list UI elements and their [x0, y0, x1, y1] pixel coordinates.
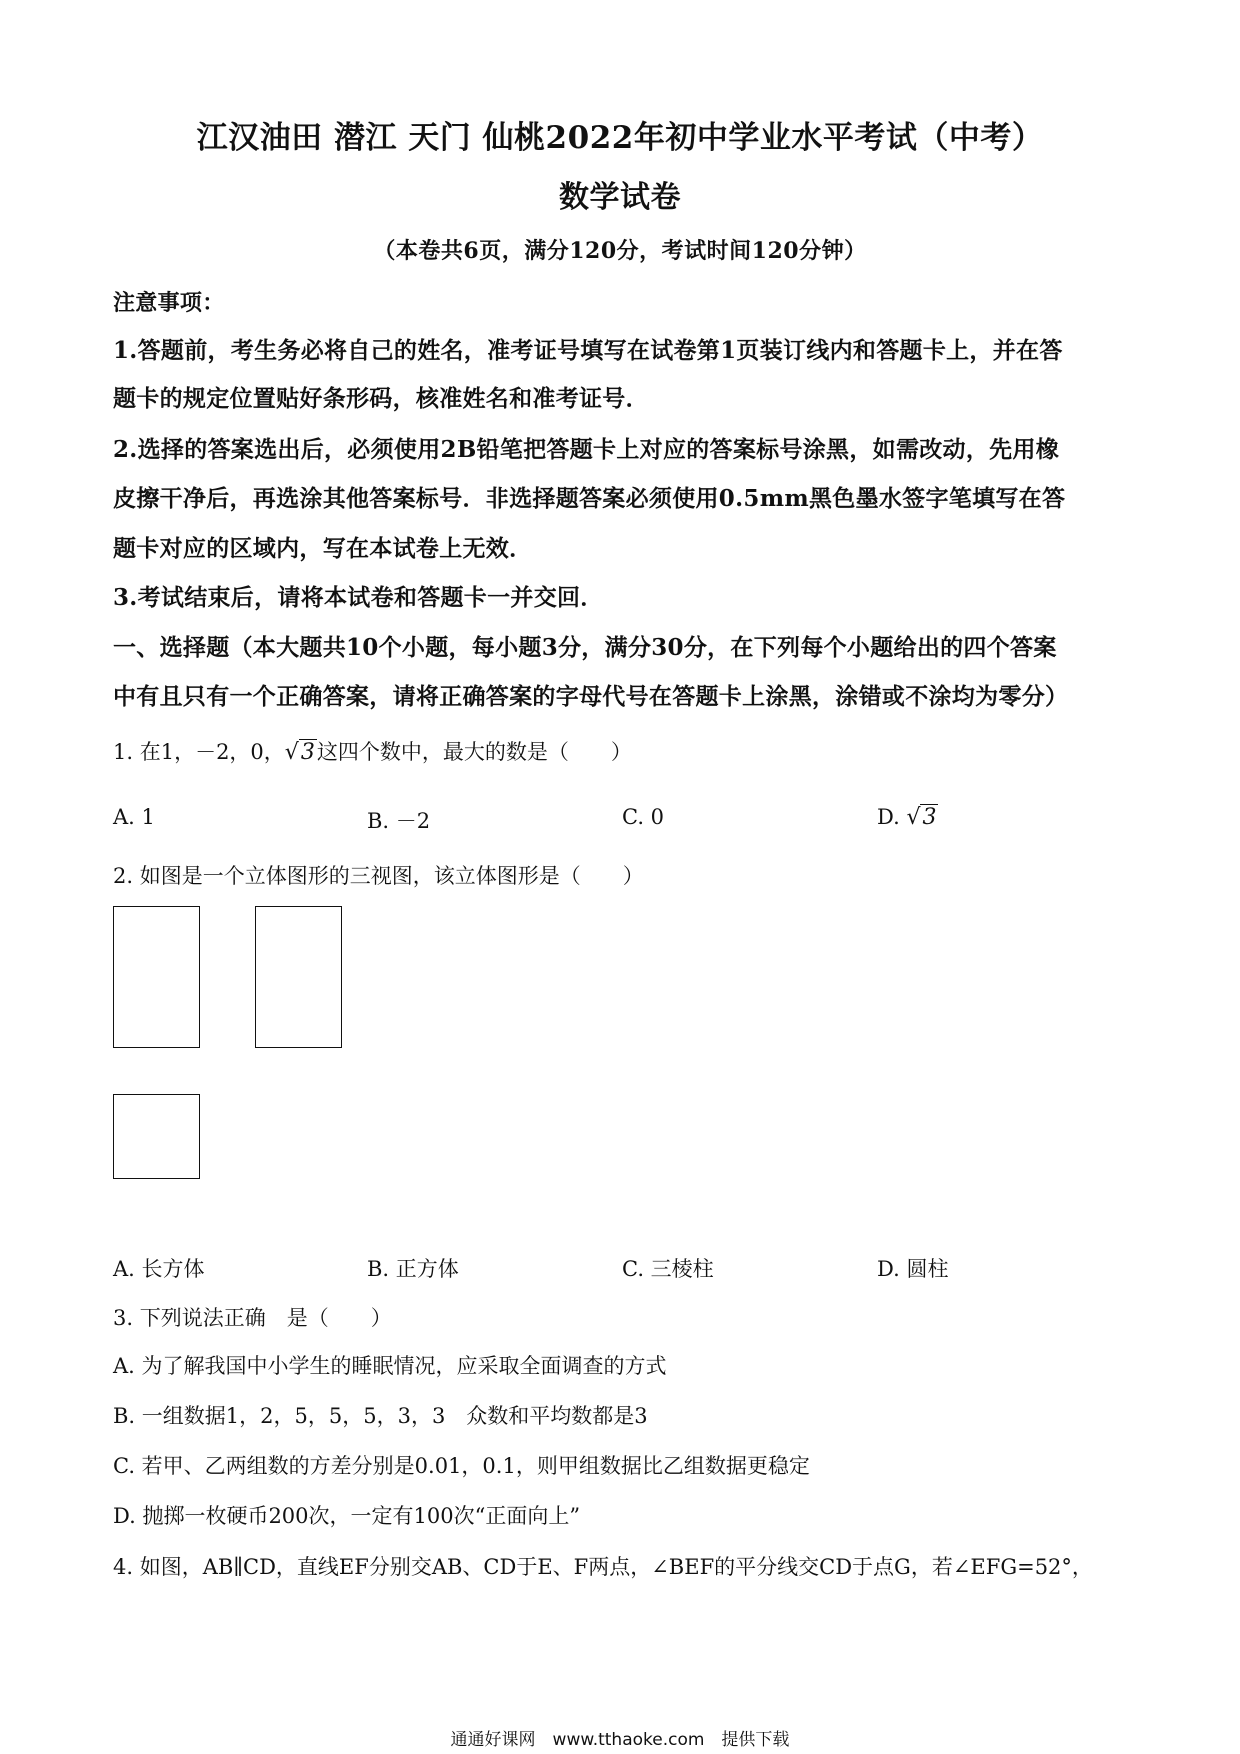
question-1-option-b: B. －2	[367, 809, 431, 833]
question-1-option-d	[877, 805, 938, 830]
exam-info: （本卷共6页，满分120分，考试时间120分钟）	[373, 238, 867, 264]
notice-item2-line1: 2.选择的答案选出后，必须使用2B铅笔把答题卡上对应的答案标号涂黑，如需改动，先用橡	[113, 436, 1060, 463]
front-view-rectangle	[113, 906, 200, 1048]
option-d-prefix: D.	[877, 805, 907, 829]
notice-item1-line2: 题卡的规定位置贴好条形码，核准姓名和准考证号．	[113, 385, 649, 412]
question-3-option-a: A. 为了解我国中小学生的睡眠情况，应采取全面调查的方式	[113, 1354, 667, 1378]
section1-heading-line1: 一、选择题（本大题共10个小题，每小题3分，满分30分，在下列每个小题给出的四个答案	[113, 634, 1057, 661]
question-4-stem: 4. 如图，AB∥CD，直线EF分别交AB、CD于E、F两点，∠BEF的平分线交CD于点G，若∠EFG=52°，	[113, 1555, 1093, 1579]
sqrt-symbol: √3	[284, 740, 315, 765]
question-2-stem: 2. 如图是一个立体图形的三视图，该立体图形是（ ）	[113, 864, 644, 888]
sqrt-radicand: 3	[300, 740, 315, 765]
question-3-option-b: B. 一组数据1，2，5，5，5，3，3 众数和平均数都是3	[113, 1404, 648, 1428]
notice-heading: 注意事项：	[113, 290, 225, 316]
question-3-option-c: C. 若甲、乙两组数的方差分别是0.01，0.1，则甲组数据比乙组数据更稳定	[113, 1454, 810, 1478]
question-3-option-d: D. 抛掷一枚硬币200次，一定有100次“正面向上”	[113, 1504, 581, 1528]
question-2-option-b: B. 正方体	[367, 1257, 459, 1281]
notice-item1-line1: 1.答题前，考生务必将自己的姓名，准考证号填写在试卷第1页装订线内和答题卡上，并在答	[113, 337, 1063, 364]
exam-subtitle: 数学试卷	[559, 180, 681, 215]
sqrt-symbol: √3	[906, 805, 937, 830]
question-1-prefix: 1. 在1，－2，0，	[113, 740, 285, 764]
section1-heading-line2: 中有且只有一个正确答案，请将正确答案的字母代号在答题卡上涂黑，涂错或不涂均为零分）	[113, 683, 1069, 710]
footer-source: 通通好课网 www.tthaoke.com 提供下载	[450, 1730, 790, 1750]
notice-item2-line3: 题卡对应的区域内，写在本试卷上无效．	[113, 535, 533, 562]
question-2-option-d: D. 圆柱	[877, 1257, 949, 1281]
question-2-option-c: C. 三棱柱	[622, 1257, 714, 1281]
top-view-square	[113, 1094, 200, 1179]
question-1-option-c: C. 0	[622, 805, 665, 829]
notice-item3: 3.考试结束后，请将本试卷和答题卡一并交回．	[113, 584, 604, 611]
sqrt-radicand: 3	[922, 805, 937, 830]
question-2-option-a: A. 长方体	[113, 1257, 205, 1281]
side-view-rectangle	[255, 906, 342, 1048]
question-1-stem	[113, 736, 632, 766]
question-1-suffix: 这四个数中，最大的数是（ ）	[316, 740, 632, 764]
exam-title: 江汉油田 潜江 天门 仙桃2022年初中学业水平考试（中考）	[196, 120, 1044, 156]
question-1-option-a: A. 1	[113, 805, 155, 829]
question-3-stem: 3. 下列说法正确 是（ ）	[113, 1306, 392, 1330]
notice-item2-line2: 皮擦干净后，再选涂其他答案标号．非选择题答案必须使用0.5mm黑色墨水签字笔填写在答	[113, 485, 1066, 512]
